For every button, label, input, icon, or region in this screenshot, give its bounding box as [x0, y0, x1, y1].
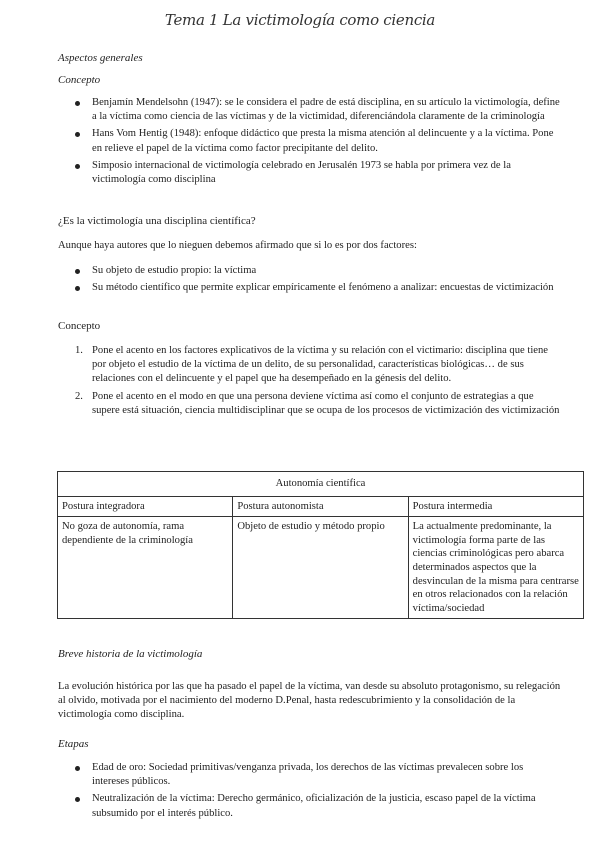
factores-bullet-list	[92, 264, 562, 298]
historia-paragraph: La evolución histórica por las que ha pasado el papel de la víctima, van desde su absoluto protagonismo, su relegación al olvido, motivada por el nacimiento del moderno D.Penal, hasta redescubrimiento y la consolidación de la victimología como disciplina.	[58, 681, 561, 721]
heading-etapas: Etapas	[58, 738, 89, 750]
concepto-bullet-list	[92, 96, 562, 190]
column-header: Postura autonomista	[233, 496, 408, 517]
list-item: Edad de oro: Sociedad primitivas/venganza privada, los derechos de las víctimas prevalecen sobre los intereses públicos.	[92, 761, 562, 789]
list-item: Su objeto de estudio propio: la víctima	[92, 264, 562, 278]
etapas-bullet-list	[92, 761, 562, 824]
list-item: Neutralización de la víctima: Derecho germánico, oficialización de la justicia, escaso papel de la víctima subsumido por el interés público.	[92, 792, 562, 820]
column-header: Postura integradora	[58, 496, 233, 517]
bullet-icon	[75, 269, 80, 274]
list-number: 1.	[75, 345, 83, 356]
bullet-icon	[75, 132, 80, 137]
table-caption: Autonomía científica	[58, 472, 584, 497]
list-item: 1. Pone el acento en los factores explicativos de la víctima y su relación con el victimario: disciplina que tiene por objeto el estudio de la víctima de un delito, de su personalidad, características biológicas… de sus relaciones con el delincuente y el papel que ha desempeñado en la génesis del delito.	[75, 345, 548, 385]
list-item: Su método científico que permite explicar empíricamente el fenómeno a analizar: encuestas de victimización	[92, 281, 562, 295]
autonomia-table	[57, 471, 584, 619]
heading-concepto-2: Concepto	[58, 320, 101, 332]
bullet-icon	[75, 286, 80, 291]
question-intro: Aunque haya autores que lo nieguen debemos afirmado que si lo es por dos factores:	[58, 240, 417, 251]
table-cell: Objeto de estudio y método propio	[233, 517, 408, 619]
list-item: 2. Pone el acento en el modo en que una persona deviene víctima así como el conjunto de estrategias a que supere está situación, ciencia multidisciplinar que se ocupa de los procesos de victimización des victimización	[75, 390, 560, 416]
list-item: Simposio internacional de victimología celebrado en Jerusalén 1973 se habla por primera vez de la victimología como disciplina	[92, 159, 562, 187]
table-row	[58, 517, 584, 619]
table-header-row	[58, 496, 584, 517]
heading-breve-historia: Breve historia de la victimología	[58, 648, 203, 660]
bullet-icon	[75, 766, 80, 771]
table-cell: No goza de autonomía, rama dependiente de la criminología	[58, 517, 233, 619]
bullet-icon	[75, 101, 80, 106]
page-title: Tema 1 La victimología como ciencia	[164, 11, 436, 29]
list-number: 2.	[75, 390, 83, 402]
bullet-icon	[75, 164, 80, 169]
heading-concepto: Concepto	[58, 74, 101, 86]
table-cell: La actualmente predominante, la victimología forma parte de las ciencias criminológicas pero abarca determinados aspectos que la desvinculan de la misma para centrarse en otros relacionados con la relación víctima/sociedad	[408, 517, 583, 619]
bullet-icon	[75, 797, 80, 802]
heading-aspectos-generales: Aspectos generales	[58, 52, 143, 64]
column-header: Postura intermedia	[408, 496, 583, 517]
list-item: Hans Vom Hentig (1948): enfoque didáctico que presta la misma atención al delincuente y a la víctima. Pone en relieve el papel de la víctima como factor precipitante del delito.	[92, 127, 562, 155]
list-item: Benjamín Mendelsohn (1947): se le considera el padre de está disciplina, en su artículo la victimología, define a la víctima como ciencia de las víctimas y de la victimidad, diferenciándola claramente de la criminología	[92, 96, 562, 124]
concepto-numbered-list	[75, 344, 562, 421]
heading-disciplina-cientifica: ¿Es la victimología una disciplina científica?	[58, 215, 256, 227]
table-caption-row	[58, 472, 584, 497]
